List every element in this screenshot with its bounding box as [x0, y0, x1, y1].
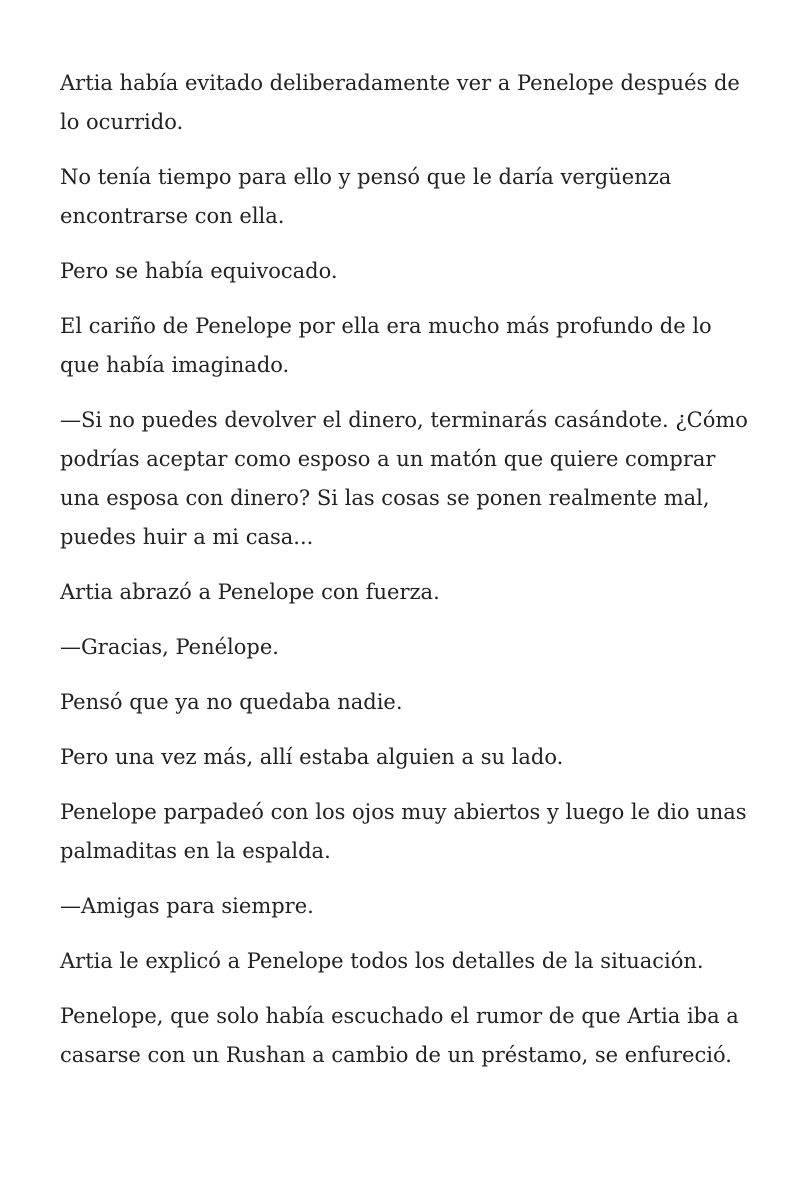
paragraph: No tenía tiempo para ello y pensó que le daría vergüenza encontrarse con ella. — [60, 165, 672, 228]
paragraph: Pensó que ya no quedaba nadie. — [60, 690, 403, 714]
paragraph: Pero se había equivocado. — [60, 259, 338, 283]
paragraph: Pero una vez más, allí estaba alguien a su lado. — [60, 745, 564, 769]
paragraph: El cariño de Penelope por ella era mucho más profundo de lo que había imaginado. — [60, 314, 712, 377]
paragraph: —Gracias, Penélope. — [60, 635, 279, 659]
paragraph: —Si no puedes devolver el dinero, terminarás casándote. ¿Cómo podrías aceptar como esposo a un matón que quiere comprar una esposa con dinero? Si las cosas se ponen realmente mal, puedes huir a mi casa... — [60, 408, 748, 549]
paragraph: Penelope, que solo había escuchado el rumor de que Artia iba a casarse con un Rushan a cambio de un préstamo, se enfureció. — [60, 1004, 739, 1067]
paragraph: Artia había evitado deliberadamente ver a Penelope después de lo ocurrido. — [60, 71, 740, 134]
paragraph: —Amigas para siempre. — [60, 894, 314, 918]
paragraph: Artia abrazó a Penelope con fuerza. — [60, 580, 440, 604]
paragraph: Artia le explicó a Penelope todos los detalles de la situación. — [60, 949, 704, 973]
paragraph: Penelope parpadeó con los ojos muy abiertos y luego le dio unas palmaditas en la espalda. — [60, 800, 747, 863]
document-body — [60, 64, 750, 1091]
